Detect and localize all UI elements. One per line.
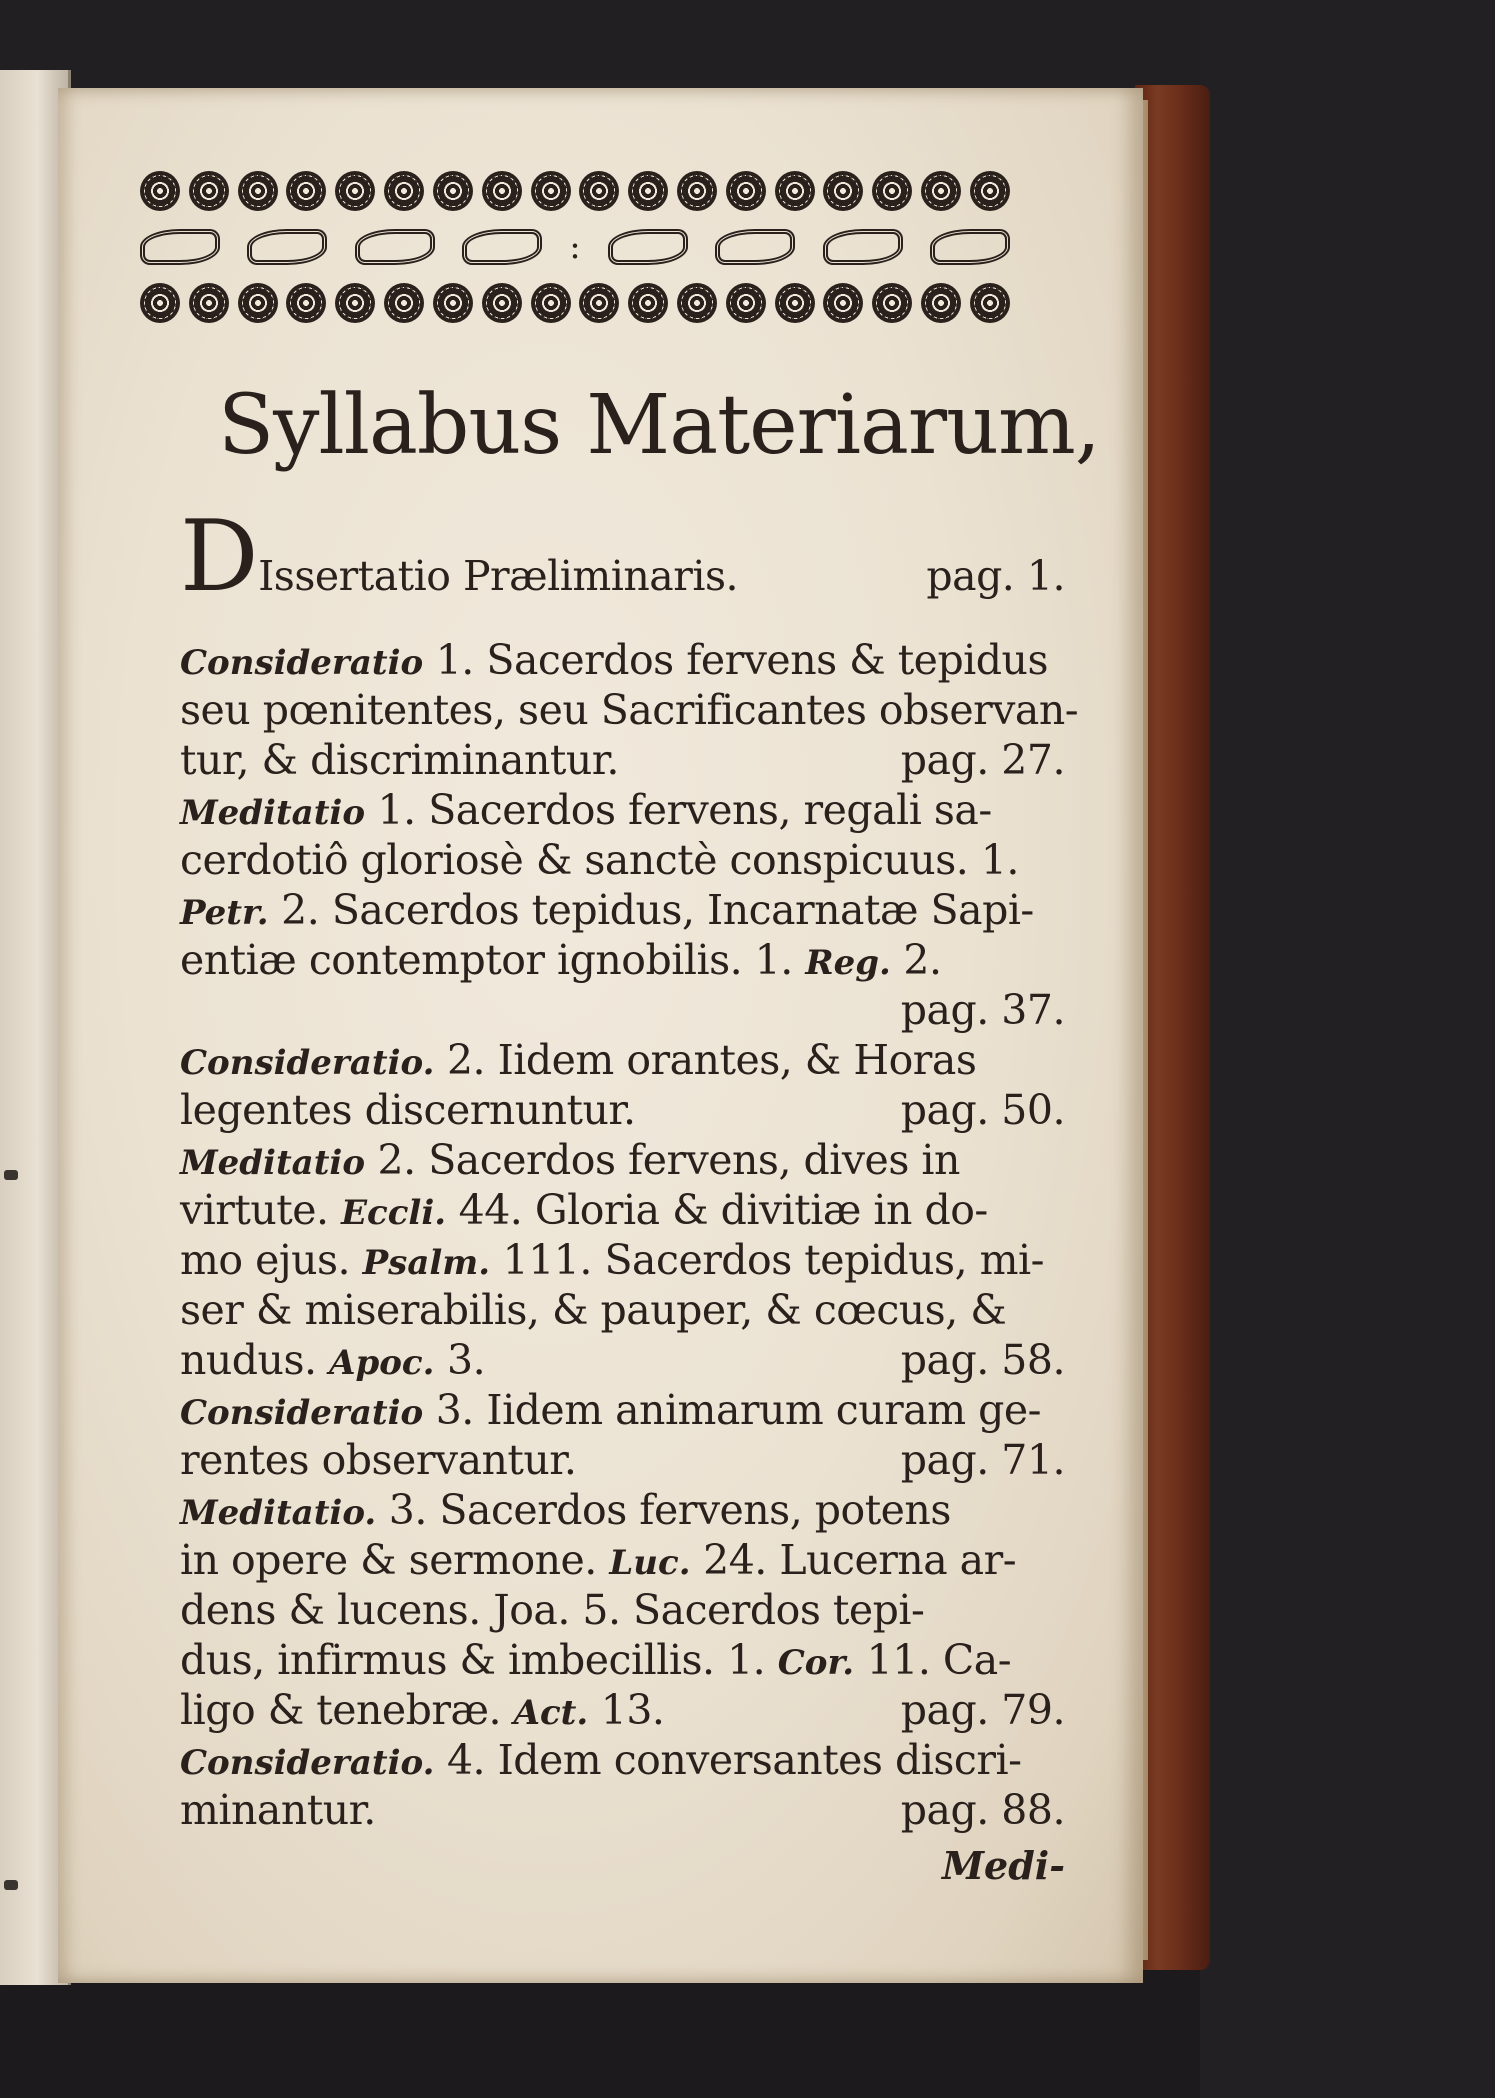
- rosette-icon: [238, 171, 278, 211]
- drop-cap: D: [180, 500, 259, 614]
- rosette-icon: [531, 171, 571, 211]
- ink-mark: [4, 1880, 18, 1890]
- rosette-icon: [726, 283, 766, 323]
- text-line: [180, 1786, 1065, 1834]
- background-right: [1200, 0, 1495, 2098]
- page-ref: pag. 37.: [900, 986, 1065, 1034]
- line-text: in opere & sermone.: [180, 1536, 597, 1584]
- text-line: [180, 1736, 1065, 1784]
- page-ref: pag. 88.: [900, 1786, 1065, 1834]
- text-line: [180, 1486, 1065, 1534]
- page-ref: pag. 1.: [926, 552, 1065, 600]
- entry-dissertatio: [180, 500, 1065, 614]
- page-ref: pag. 79.: [900, 1686, 1065, 1734]
- text-line: [180, 886, 1065, 934]
- line-text: ligo & tenebræ.: [180, 1686, 502, 1734]
- italic-label: Cor.: [777, 1643, 855, 1683]
- text-line: [180, 1186, 1065, 1234]
- line-text-end: 44. Gloria & divitiæ in do-: [458, 1186, 988, 1234]
- line-text: ser & miserabilis, & pauper, & cœcus, &: [180, 1286, 1007, 1334]
- line-text: seu pœnitentes, seu Sacrificantes observan-: [180, 686, 1079, 734]
- rosette-icon: [384, 171, 424, 211]
- line-text: legentes discernuntur.: [180, 1086, 636, 1134]
- rosette-row-top: [140, 166, 1010, 216]
- line-text: 4. Idem conversantes discri-: [446, 1736, 1022, 1784]
- rosette-icon: [335, 171, 375, 211]
- scroll-icon: [355, 229, 435, 265]
- line-content: [180, 1236, 1044, 1284]
- rosette-icon: [677, 283, 717, 323]
- scroll-icon: [140, 229, 220, 265]
- line-text: 3. Iidem animarum curam ge-: [435, 1386, 1041, 1434]
- rosette-icon: [482, 171, 522, 211]
- text-line: [180, 1436, 1065, 1484]
- text-line: [180, 1136, 1065, 1184]
- line-content: [180, 1486, 951, 1534]
- page-title: Syllabus Materiarum,: [218, 378, 1100, 473]
- text-line: [180, 1636, 1065, 1684]
- rosette-icon: [286, 283, 326, 323]
- rosette-icon: [384, 283, 424, 323]
- line-text: 1. Sacerdos fervens, regali sa-: [377, 786, 992, 834]
- page-ref: pag. 50.: [900, 1086, 1065, 1134]
- line-text: 2. Sacerdos fervens, dives in: [377, 1136, 960, 1184]
- scroll-icon: [608, 229, 688, 265]
- rosette-icon: [726, 171, 766, 211]
- italic-label: Meditatio: [180, 1143, 365, 1183]
- scroll-ornament-row: [140, 224, 1010, 270]
- scroll-icon: [930, 229, 1010, 265]
- rosette-icon: [579, 171, 619, 211]
- page-ref: pag. 58.: [900, 1336, 1065, 1384]
- rosette-icon: [775, 171, 815, 211]
- text-line: [180, 1086, 1065, 1134]
- rosette-icon: [189, 171, 229, 211]
- italic-label: Eccli.: [341, 1193, 447, 1233]
- italic-label: Consideratio: [180, 643, 424, 683]
- text-line: [180, 786, 1065, 834]
- italic-label: Consideratio: [180, 1393, 424, 1433]
- ink-mark: [4, 1170, 18, 1180]
- rosette-icon: [775, 283, 815, 323]
- line-content: [180, 1136, 960, 1184]
- text-line: [180, 836, 1065, 884]
- line-text-end: 111. Sacerdos tepidus, mi-: [502, 1236, 1045, 1284]
- ornamental-headpiece: [140, 166, 1010, 331]
- catchword: Medi-: [941, 1843, 1065, 1888]
- rosette-icon: [921, 171, 961, 211]
- italic-label: Luc.: [609, 1543, 691, 1583]
- line-content: [180, 1736, 1021, 1784]
- text-line: [180, 1536, 1065, 1584]
- rosette-icon: [433, 171, 473, 211]
- line-content: [180, 1636, 1011, 1684]
- rosette-row-bottom: [140, 278, 1010, 328]
- line-text: 3. Sacerdos fervens, potens: [388, 1486, 951, 1534]
- text-line: [180, 636, 1065, 684]
- line-content: [180, 886, 1034, 934]
- line-content: [180, 786, 992, 834]
- italic-label: Psalm.: [362, 1243, 491, 1283]
- rosette-icon: [140, 171, 180, 211]
- line-content: [180, 1336, 485, 1384]
- catchword-line: [180, 1843, 1065, 1888]
- rosette-icon: [579, 283, 619, 323]
- rosette-icon: [970, 171, 1010, 211]
- rosette-icon: [238, 283, 278, 323]
- line-text: cerdotiô gloriosè & sanctè conspicuus. 1.: [180, 836, 1019, 884]
- text-line: [180, 936, 1065, 984]
- italic-label: Reg.: [805, 943, 891, 983]
- colon-ornament-icon: :: [569, 227, 581, 267]
- line-text-end: 24. Lucerna ar-: [703, 1536, 1017, 1584]
- line-content: [180, 936, 942, 984]
- rosette-icon: [921, 283, 961, 323]
- rosette-icon: [433, 283, 473, 323]
- line-text: tur, & discriminantur.: [180, 736, 619, 784]
- text-line: [180, 1286, 1065, 1334]
- italic-label: Meditatio: [180, 793, 365, 833]
- rosette-icon: [872, 171, 912, 211]
- italic-label: Meditatio.: [180, 1493, 377, 1533]
- text-line: [180, 686, 1079, 734]
- rosette-icon: [335, 283, 375, 323]
- italic-label: Petr.: [180, 893, 269, 933]
- line-text: 2. Iidem orantes, & Horas: [446, 1036, 977, 1084]
- rosette-icon: [482, 283, 522, 323]
- text-line: [180, 1686, 1065, 1734]
- text-line: [180, 736, 1065, 784]
- scroll-icon: [462, 229, 542, 265]
- scroll-icon: [823, 229, 903, 265]
- line-text: virtute.: [180, 1186, 329, 1234]
- line-text-end: 11. Ca-: [866, 1636, 1012, 1684]
- line-content: [180, 1186, 988, 1234]
- line-text-end: 13.: [600, 1686, 665, 1734]
- line-text: nudus.: [180, 1336, 317, 1384]
- line-content: [180, 1386, 1041, 1434]
- rosette-icon: [823, 171, 863, 211]
- page-ref: pag. 27.: [900, 736, 1065, 784]
- line-text: minantur.: [180, 1786, 376, 1834]
- text-line: [180, 1236, 1065, 1284]
- book-page: [58, 88, 1143, 1983]
- text-line: [180, 1036, 1065, 1084]
- line-text: 1. Sacerdos fervens & tepidus: [435, 636, 1048, 684]
- text-line: [180, 1586, 1065, 1634]
- rosette-icon: [531, 283, 571, 323]
- page-ref: pag. 71.: [900, 1436, 1065, 1484]
- rosette-icon: [872, 283, 912, 323]
- text-line: [180, 1336, 1065, 1384]
- line-text: dens & lucens. Joa. 5. Sacerdos tepi-: [180, 1586, 925, 1634]
- line-content: [180, 1036, 976, 1084]
- rosette-icon: [628, 283, 668, 323]
- scroll-icon: [247, 229, 327, 265]
- line-content: [180, 1686, 664, 1734]
- italic-label: Consideratio.: [180, 1743, 435, 1783]
- rosette-icon: [140, 283, 180, 323]
- rosette-icon: [823, 283, 863, 323]
- line-text: entiæ contemptor ignobilis. 1.: [180, 936, 793, 984]
- line-content: [180, 636, 1048, 684]
- line-text: dus, infirmus & imbecillis. 1.: [180, 1636, 766, 1684]
- entry-text: [180, 500, 739, 614]
- line-text-end: 3.: [447, 1336, 486, 1384]
- line-text: 2. Sacerdos tepidus, Incarnatæ Sapi-: [281, 886, 1034, 934]
- italic-label: Act.: [513, 1693, 589, 1733]
- scroll-icon: [715, 229, 795, 265]
- rosette-icon: [189, 283, 229, 323]
- rosette-icon: [628, 171, 668, 211]
- line-content: [180, 1536, 1016, 1584]
- rosette-icon: [286, 171, 326, 211]
- text-line: [180, 986, 1065, 1034]
- rosette-icon: [970, 283, 1010, 323]
- italic-label: Consideratio.: [180, 1043, 435, 1083]
- line-text: mo ejus.: [180, 1236, 351, 1284]
- rosette-icon: [677, 171, 717, 211]
- line-text: rentes observantur.: [180, 1436, 577, 1484]
- text-line: [180, 1386, 1065, 1434]
- line-text-end: 2.: [903, 936, 942, 984]
- entry-text-body: Issertatio Præliminaris.: [258, 552, 739, 600]
- italic-label: Apoc.: [329, 1343, 435, 1383]
